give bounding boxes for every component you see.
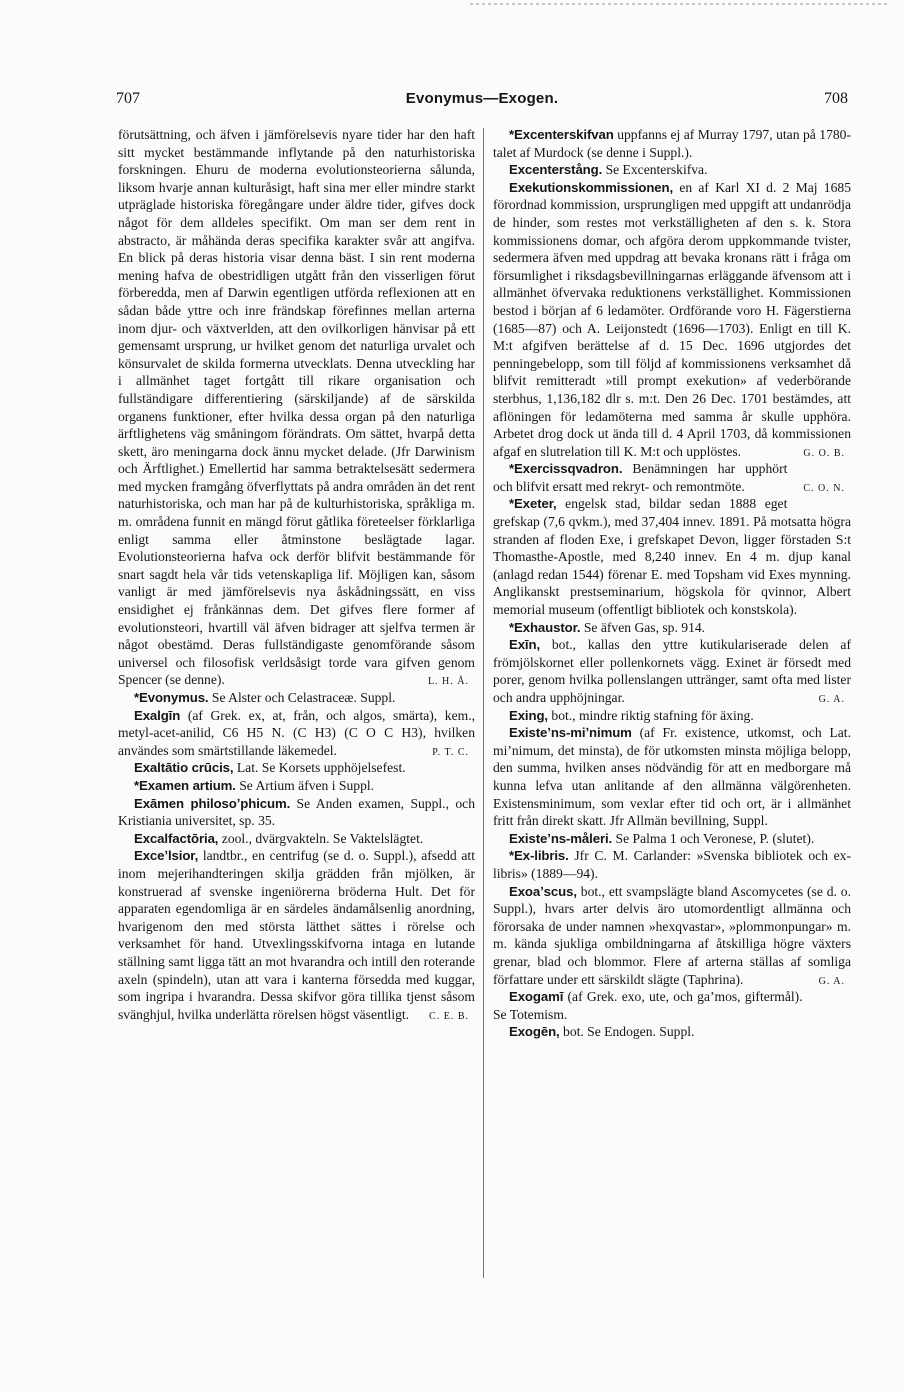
entry-text: Benämningen har upphört och blifvit ersatt med rekryt- och remontmöte.	[493, 461, 788, 494]
page-number-left: 707	[116, 90, 140, 107]
author-signature: G. A.	[818, 975, 845, 987]
entry-headword: Exaltātio crūcis,	[134, 760, 234, 776]
entry-headword: Exāmen philosoʼphicum.	[134, 795, 291, 811]
dictionary-entry	[493, 161, 851, 179]
entry-continuation	[118, 126, 475, 689]
entry-text: Se Artium äfven i Suppl.	[239, 777, 375, 793]
entry-headword: Exekutionskommissionen,	[509, 179, 674, 195]
entry-headword: *Exeter,	[509, 496, 557, 512]
dictionary-entry	[493, 179, 851, 461]
dictionary-entry	[493, 1023, 851, 1041]
running-title: Evonymus—Exogen.	[405, 90, 559, 107]
entry-headword: Exogēn,	[509, 1024, 560, 1040]
entry-text: (af Grek. exo, ute, och gaʼmos, giftermål). Se Totemism.	[493, 989, 803, 1022]
entry-text: uppfanns ej af Murray 1797, utan på 1780-talet af Murdock (se denne i Suppl.).	[493, 127, 851, 160]
entry-headword: Existeʼns-miʼnimum	[509, 725, 632, 741]
column-divider	[483, 128, 484, 1278]
entry-headword: Exīn,	[509, 637, 541, 653]
entry-text: bot. Se Endogen. Suppl.	[563, 1024, 695, 1040]
author-signature: G. O. B.	[803, 447, 845, 459]
entry-text: Jfr C. M. Carlander: »Svenska bibliotek och ex-libris» (1889—94).	[493, 848, 851, 881]
entry-text: Se Palma 1 och Veronese, P. (slutet).	[615, 830, 815, 846]
entry-headword: *Ex-libris.	[509, 848, 569, 864]
dictionary-entry	[493, 619, 851, 637]
entry-headword: Exogamī	[509, 989, 564, 1005]
entry-text: Se äfven Gas, sp. 914.	[583, 619, 706, 635]
page-number-right: 708	[824, 90, 848, 107]
entry-text: Se Anden examen, Suppl., och Kristiania universitet, sp. 35.	[118, 795, 475, 829]
entry-headword: Exing,	[509, 707, 548, 723]
author-signature: L. H. Å.	[427, 676, 469, 688]
entry-text: bot., mindre riktig stafning för äxing.	[551, 707, 754, 723]
entry-headword: Exalgīn	[134, 707, 181, 723]
entry-headword: *Excenterskifvan	[509, 127, 614, 142]
entry-text: Se Excenterskifva.	[605, 162, 708, 178]
author-signature: C. E. B.	[429, 1010, 469, 1022]
entry-text: en af Karl XI d. 2 Maj 1685 förordnad kommission, ursprungligen med uppgift att undanrödja de hinder, som restes mot verkställigheten af den s. k. Stora kommissionens domar, och afgöra derom uppkommande tvister, sedermera äfven med uppdrag att bevaka kronans rätt i fråga om försumlighet i riksdagsbevillningarnas erläggande äfvensom att i allmänhet öfvervaka reduktionens verkställighet. Kommissionen bestod i början af 6 ledamöter. Ordförande voro H. Fägerstierna (1685—87) och A. Leijonstedt (1696—1703). Enligt en till K. M:t afgifven berättelse af d. 15 Dec. 1696 utgjordes det penningebelopp, som till följd af kommissionens verksamhet då blifvit remitteradt »till prompt exekution» af vederbörande sterbhus, 1,136,182 dlr s. m:t. Den 26 Dec. 1701 bestämdes, att aflöningen för ledamöterna med samma år skulle upphöra. Arbetet drog dock ut ända till d. 4 April 1703, då kommissionen afgaf en slutrelation till K. M:t och upplöstes.	[493, 179, 851, 459]
entry-text: landtbr., en centrifug (se d. o. Suppl.), afsedd att inom mejerihandteringen skilja grädden från mjölken, är konstruerad af svenske ingeniörerna bröderna Hult. Det för apparaten egendomliga är en särdeles ändamålsenlig anordning, hvarigenom den med största lätthet sättes i rörelse och verksamhet för hand. Utvexlingsskifvorna intaga en lutande ställning samt ligga tätt an mot hvarandra och intill den roterande axeln (spindeln), utan att vara i kanterna försedda med kuggar, som ingripa i hvarandra. Dessa skifvor göra tillika tjenst såsom svänghjul, hvilka underlätta rörelsen högst väsentligt.	[118, 848, 475, 1022]
left-column	[118, 126, 475, 1025]
dictionary-entry	[118, 689, 475, 707]
dictionary-entry	[118, 777, 475, 795]
entry-text: Se Alster och Celastraceæ. Suppl.	[211, 690, 396, 705]
dictionary-entry	[118, 707, 475, 760]
entry-text: (af Grek. ex, at, från, och algos, smärta), kem., metyl-acet-anilid, C6 H5 N. (C H3) (C O C H3), hvilken användes som smärtstillande läkemedel.	[118, 707, 475, 758]
entry-headword: *Evonymus.	[134, 690, 209, 705]
entry-headword: Exoaʼscus,	[509, 883, 577, 899]
right-column	[493, 126, 851, 1041]
dictionary-entry	[118, 847, 475, 1023]
author-signature: C. O. N.	[803, 482, 845, 494]
entry-headword: Excenterstång.	[509, 162, 603, 178]
dictionary-entry	[118, 830, 475, 848]
entry-headword: *Exercissqvadron.	[509, 461, 623, 477]
dictionary-entry	[493, 883, 851, 989]
dictionary-entry	[118, 795, 475, 830]
dictionary-entry	[493, 724, 851, 830]
entry-text: (af Fr. existence, utkomst, och Lat. miʼnimum, det minsta), de för utkomsten minsta möjliga belopp, den summa, hvilken anses nödvändig för att en medborgare må kunna lefva utan anlitande af den allmänna välgörenheten. Existensminimum, som vexlar efter tid och ort, är i allmänhet fritt från direkt skatt. Jfr Allmän bevillning, Suppl.	[493, 725, 851, 829]
author-signature: P. T. C.	[432, 746, 469, 758]
entry-headword: *Exhaustor.	[509, 619, 581, 635]
entry-headword: Excalfactōria,	[134, 830, 219, 846]
dictionary-entry	[118, 759, 475, 777]
dictionary-entry	[493, 830, 851, 848]
dictionary-entry	[493, 988, 851, 1023]
entry-text: förutsättning, och äfven i jämförelsevis nyare tider har den haft sitt mycket bestämmande inflytande på den naturhistoriska forskningen. Ehuru de moderna evolutionsteorierna sålunda, liksom hvarje annan kulturåsigt, haft sina mer eller mindre starkt utpräglade historiska föregångare under äldre tider, gifves dock något för dem alldeles specifikt. Om man ser dem rent in abstracto, är måhända deras specifika karakter svår att angifva. En blick på deras historia visar denna bäst. I sin rent moderna mening hafva de obestridligen utgått från den visserligen förut förberedda, men af Darwin egentligen utförda reflexionen att en sådan både yttre och inre frändskap förefinnes mellan arterna inom djur- och växtverlden, att den ovilkorligen hänvisar på ett gemensamt ursprung, ur hvilket genom det naturliga urvalet och könsurvalet de skilda formerna utvecklats. Denna utveckling har i allmänhet taget fortgått till rikare organisation och fullständigare differentiering (särskiljande) af de särskilda organens funktioner, efter hvilka dessa organ på den naturliga ärftlighetens väg småningom förändrats. Om sättet, hvarpå detta skett, äro meningarna dock ännu mycket delade. (Jfr Darwinism och Ärftlighet.) Emellertid har samma betraktelsesätt sedermera med mycken framgång öfverflyttats på andra områden än det rent naturhistoriska, och man har på de kulturhistoriska, språkliga m. m. områdena funnit en mängd förut gåtlika företeelser förklarliga enligt samma eller åtminstone beslägtade lagar. Evolutionsteorierna hafva ock derför blifvit bestämmande för snart sagdt hela vår tids vetenskapliga lif. Möjligen kan, såsom vanligt är med jämförelsevis nya åskådningssätt, en viss ensidighet ej frånkännas dem. Det gifves flere former af evolutionsteori, hvartill väl äfven bidrager att sjelfva termen är något obestämd. Deras fullständigaste genomförande såsom universel och filosofisk verldsåsigt torde vara gifven genom Spencer (se denne).	[118, 127, 475, 688]
scan-artifact	[470, 3, 890, 5]
dictionary-entry	[493, 460, 851, 495]
dictionary-entry	[493, 126, 851, 161]
entry-text: zool., dvärgvakteln. Se Vaktelslägtet.	[221, 830, 424, 846]
page-header	[116, 90, 848, 114]
entry-text: bot., kallas den yttre kutikulariserade delen af frömjölskornet eller pollenkornets vägg. Exinet är försedt med porer, genom hvilka pollenslangen uttränger, samt ofta med lister och andra upphöjningar.	[493, 637, 851, 705]
dictionary-entry	[493, 707, 851, 725]
entry-headword: Existeʼns-måleri.	[509, 830, 613, 846]
entry-text: bot., ett svampslägte bland Ascomycetes (se d. o. Suppl.), hvars arter delvis äro utomordentligt allmänna och förorsaka de under namnen »hexqvastar», »plommonpungar» m. m. kända sjukliga ombildningarna af åtskilliga högre växters grenar, blad och blommor. Flere af arterna ställas af somliga författare under ett särskildt slägte (Taphrina).	[493, 883, 851, 987]
entry-text: engelsk stad, bildar sedan 1888 eget grefskap (7,6 qvkm.), med 37,404 innev. 1891. På motsatta högra stranden af floden Exe, i grefskapet Devon, ligger förstaden S:t Thomasthe-Apostle, med 8,240 innev. En 4 m. djup kanal (anlagd redan 1544) förenar E. med Topsham vid Exes mynning. Anglikanskt prestseminarium, högskola för qvinnor, Albert memorial museum (offentligt bibliotek och konstskola).	[493, 496, 851, 618]
dictionary-entry	[493, 495, 851, 618]
author-signature: G. A.	[818, 694, 845, 705]
dictionary-entry	[493, 847, 851, 882]
entry-headword: *Examen artium.	[134, 777, 236, 793]
entry-headword: Exceʼlsior,	[134, 848, 199, 864]
entry-text: Lat. Se Korsets upphöjelsefest.	[236, 760, 406, 776]
dictionary-entry	[493, 636, 851, 706]
